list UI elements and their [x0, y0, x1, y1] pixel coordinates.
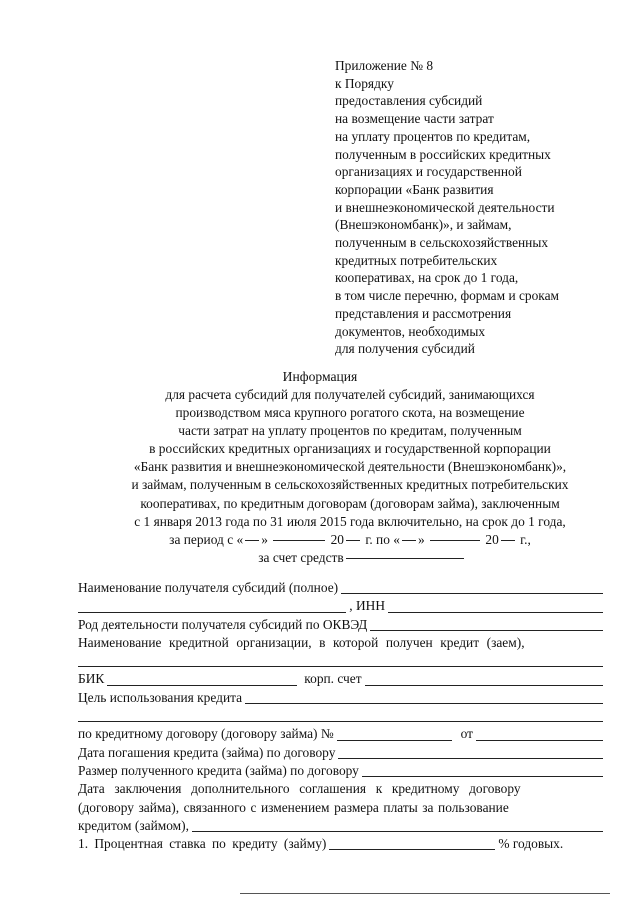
period-line: [80, 531, 620, 549]
corr-account-label: корп. счет: [304, 671, 362, 687]
okved-label: Род деятельности получателя субсидий по ОКВЭД: [78, 616, 368, 632]
appendix-line: и внешнеэкономической деятельности: [335, 199, 555, 215]
repayment-date-row: [78, 744, 606, 762]
funds-line: [80, 549, 620, 567]
rate-label: 1. Процентная ставка по кредиту (займу): [78, 836, 327, 852]
period-prefix: за период с «: [169, 531, 244, 547]
rate-row: [78, 835, 606, 853]
period-mid: г. по «: [365, 531, 400, 547]
contract-number-field[interactable]: [337, 740, 452, 741]
addendum-text-3: кредитом (займом),: [78, 817, 189, 833]
bik-label: БИК: [78, 671, 105, 687]
subtitle-line: производством мяса крупного рогатого скота, на возмещение: [175, 405, 525, 421]
subtitle-line: в российских кредитных организациях и государственной корпорации: [149, 441, 551, 457]
purpose-field[interactable]: [245, 703, 603, 704]
purpose-label: Цель использования кредита: [78, 689, 243, 705]
purpose-continuation-field[interactable]: [78, 721, 603, 722]
addendum-row-3: [78, 817, 606, 835]
period-suffix: г.,: [520, 531, 531, 547]
appendix-line: кредитных потребительских: [335, 252, 498, 268]
period-start-month-field[interactable]: [273, 540, 325, 541]
appendix-line: (Внешэкономбанк)», и займам,: [335, 217, 512, 233]
appendix-line: корпорации «Банк развития: [335, 181, 494, 197]
appendix-line: предоставления субсидий: [335, 93, 483, 109]
appendix-header: [335, 57, 625, 358]
period-end-month-field[interactable]: [430, 540, 480, 541]
okved-row: [78, 616, 606, 634]
appendix-line: для получения субсидий: [335, 341, 475, 357]
appendix-line: на уплату процентов по кредитам,: [335, 128, 531, 144]
period-quote: »: [417, 531, 425, 547]
addendum-text-2: (договору займа), связанного с изменением размера платы за пользование: [78, 799, 509, 815]
period-year-label: 20: [485, 531, 499, 547]
period-start-year-field[interactable]: [346, 540, 360, 541]
recipient-name-row: [78, 579, 606, 597]
contract-from-label: от: [460, 726, 473, 742]
repayment-date-field[interactable]: [338, 758, 603, 759]
period-quote: »: [261, 531, 268, 547]
amount-row: [78, 762, 606, 780]
subtitle-line: «Банк развития и внешнеэкономической деятельности (Внешэкономбанк)»,: [133, 459, 567, 475]
purpose-row: [78, 689, 606, 707]
appendix-line: полученным в сельскохозяйственных: [335, 235, 549, 251]
period-year-label: 20: [330, 531, 344, 547]
funds-label: за счет средств: [258, 549, 344, 565]
subtitle-line: кооперативах, по кредитным договорам (договорам займа), заключенным: [140, 495, 560, 511]
appendix-line: кооперативах, на срок до 1 года,: [335, 270, 519, 286]
period-end-year-field[interactable]: [501, 540, 515, 541]
bank-name-label: Наименование кредитной организации, в которой получен кредит (заем),: [78, 634, 525, 650]
subtitle-line: части затрат на уплату процентов по кредитам, полученным: [178, 423, 522, 439]
inn-field[interactable]: [388, 612, 603, 613]
inn-label: , ИНН: [349, 598, 385, 614]
contract-label: по кредитному договору (договору займа) №: [78, 726, 334, 742]
appendix-line: к Порядку: [335, 75, 394, 91]
bik-field[interactable]: [107, 685, 297, 686]
appendix-line: организациях и государственной: [335, 164, 522, 180]
addendum-text-1: Дата заключения дополнительного соглашения к кредитному договору: [78, 781, 521, 797]
appendix-line: представления и рассмотрения: [335, 305, 512, 321]
bank-name-label-row: [78, 634, 606, 652]
period-start-day-field[interactable]: [245, 540, 259, 541]
subtitle-line: и займам, полученным в сельскохозяйственных кредитных потребительских: [131, 477, 569, 493]
addendum-row-1: [78, 780, 606, 798]
rate-suffix: % годовых.: [498, 836, 564, 852]
corr-account-field[interactable]: [365, 685, 603, 686]
subtitle-line: с 1 января 2013 года по 31 июля 2015 года включительно, на срок до 1 года,: [134, 513, 566, 529]
appendix-line: на возмещение части затрат: [335, 111, 494, 127]
recipient-name-field[interactable]: [341, 593, 603, 594]
inn-row: [78, 597, 606, 615]
bank-name-field[interactable]: [78, 666, 603, 667]
recipient-name-label: Наименование получателя субсидий (полное): [78, 580, 339, 595]
document-subtitle: [80, 386, 620, 567]
funds-source-field[interactable]: [346, 558, 464, 559]
contract-date-field[interactable]: [476, 740, 603, 741]
appendix-line: полученным в российских кредитных: [335, 146, 551, 162]
subtitle-line: для расчета субсидий для получателей субсидий, занимающихся: [165, 387, 535, 402]
purpose-continuation-row: [78, 707, 606, 725]
appendix-line: Приложение № 8: [335, 58, 434, 73]
information-form: [78, 579, 606, 853]
addendum-date-field[interactable]: [192, 831, 603, 832]
bank-name-field-row: [78, 652, 606, 670]
recipient-name-continuation-field[interactable]: [78, 612, 346, 613]
contract-row: [78, 725, 606, 743]
appendix-line: в том числе перечню, формам и срокам: [335, 288, 560, 304]
amount-label: Размер полученного кредита (займа) по договору: [78, 762, 359, 778]
rate-field[interactable]: [329, 849, 495, 850]
repayment-date-label: Дата погашения кредита (займа) по договору: [78, 744, 336, 760]
period-end-day-field[interactable]: [402, 540, 416, 541]
document-title: Информация: [282, 369, 358, 384]
addendum-row-2: [78, 799, 606, 817]
amount-field[interactable]: [362, 776, 603, 777]
okved-field[interactable]: [370, 630, 603, 631]
bottom-signature-line: [240, 893, 610, 894]
bik-row: [78, 670, 606, 688]
appendix-line: документов, необходимых: [335, 323, 486, 339]
